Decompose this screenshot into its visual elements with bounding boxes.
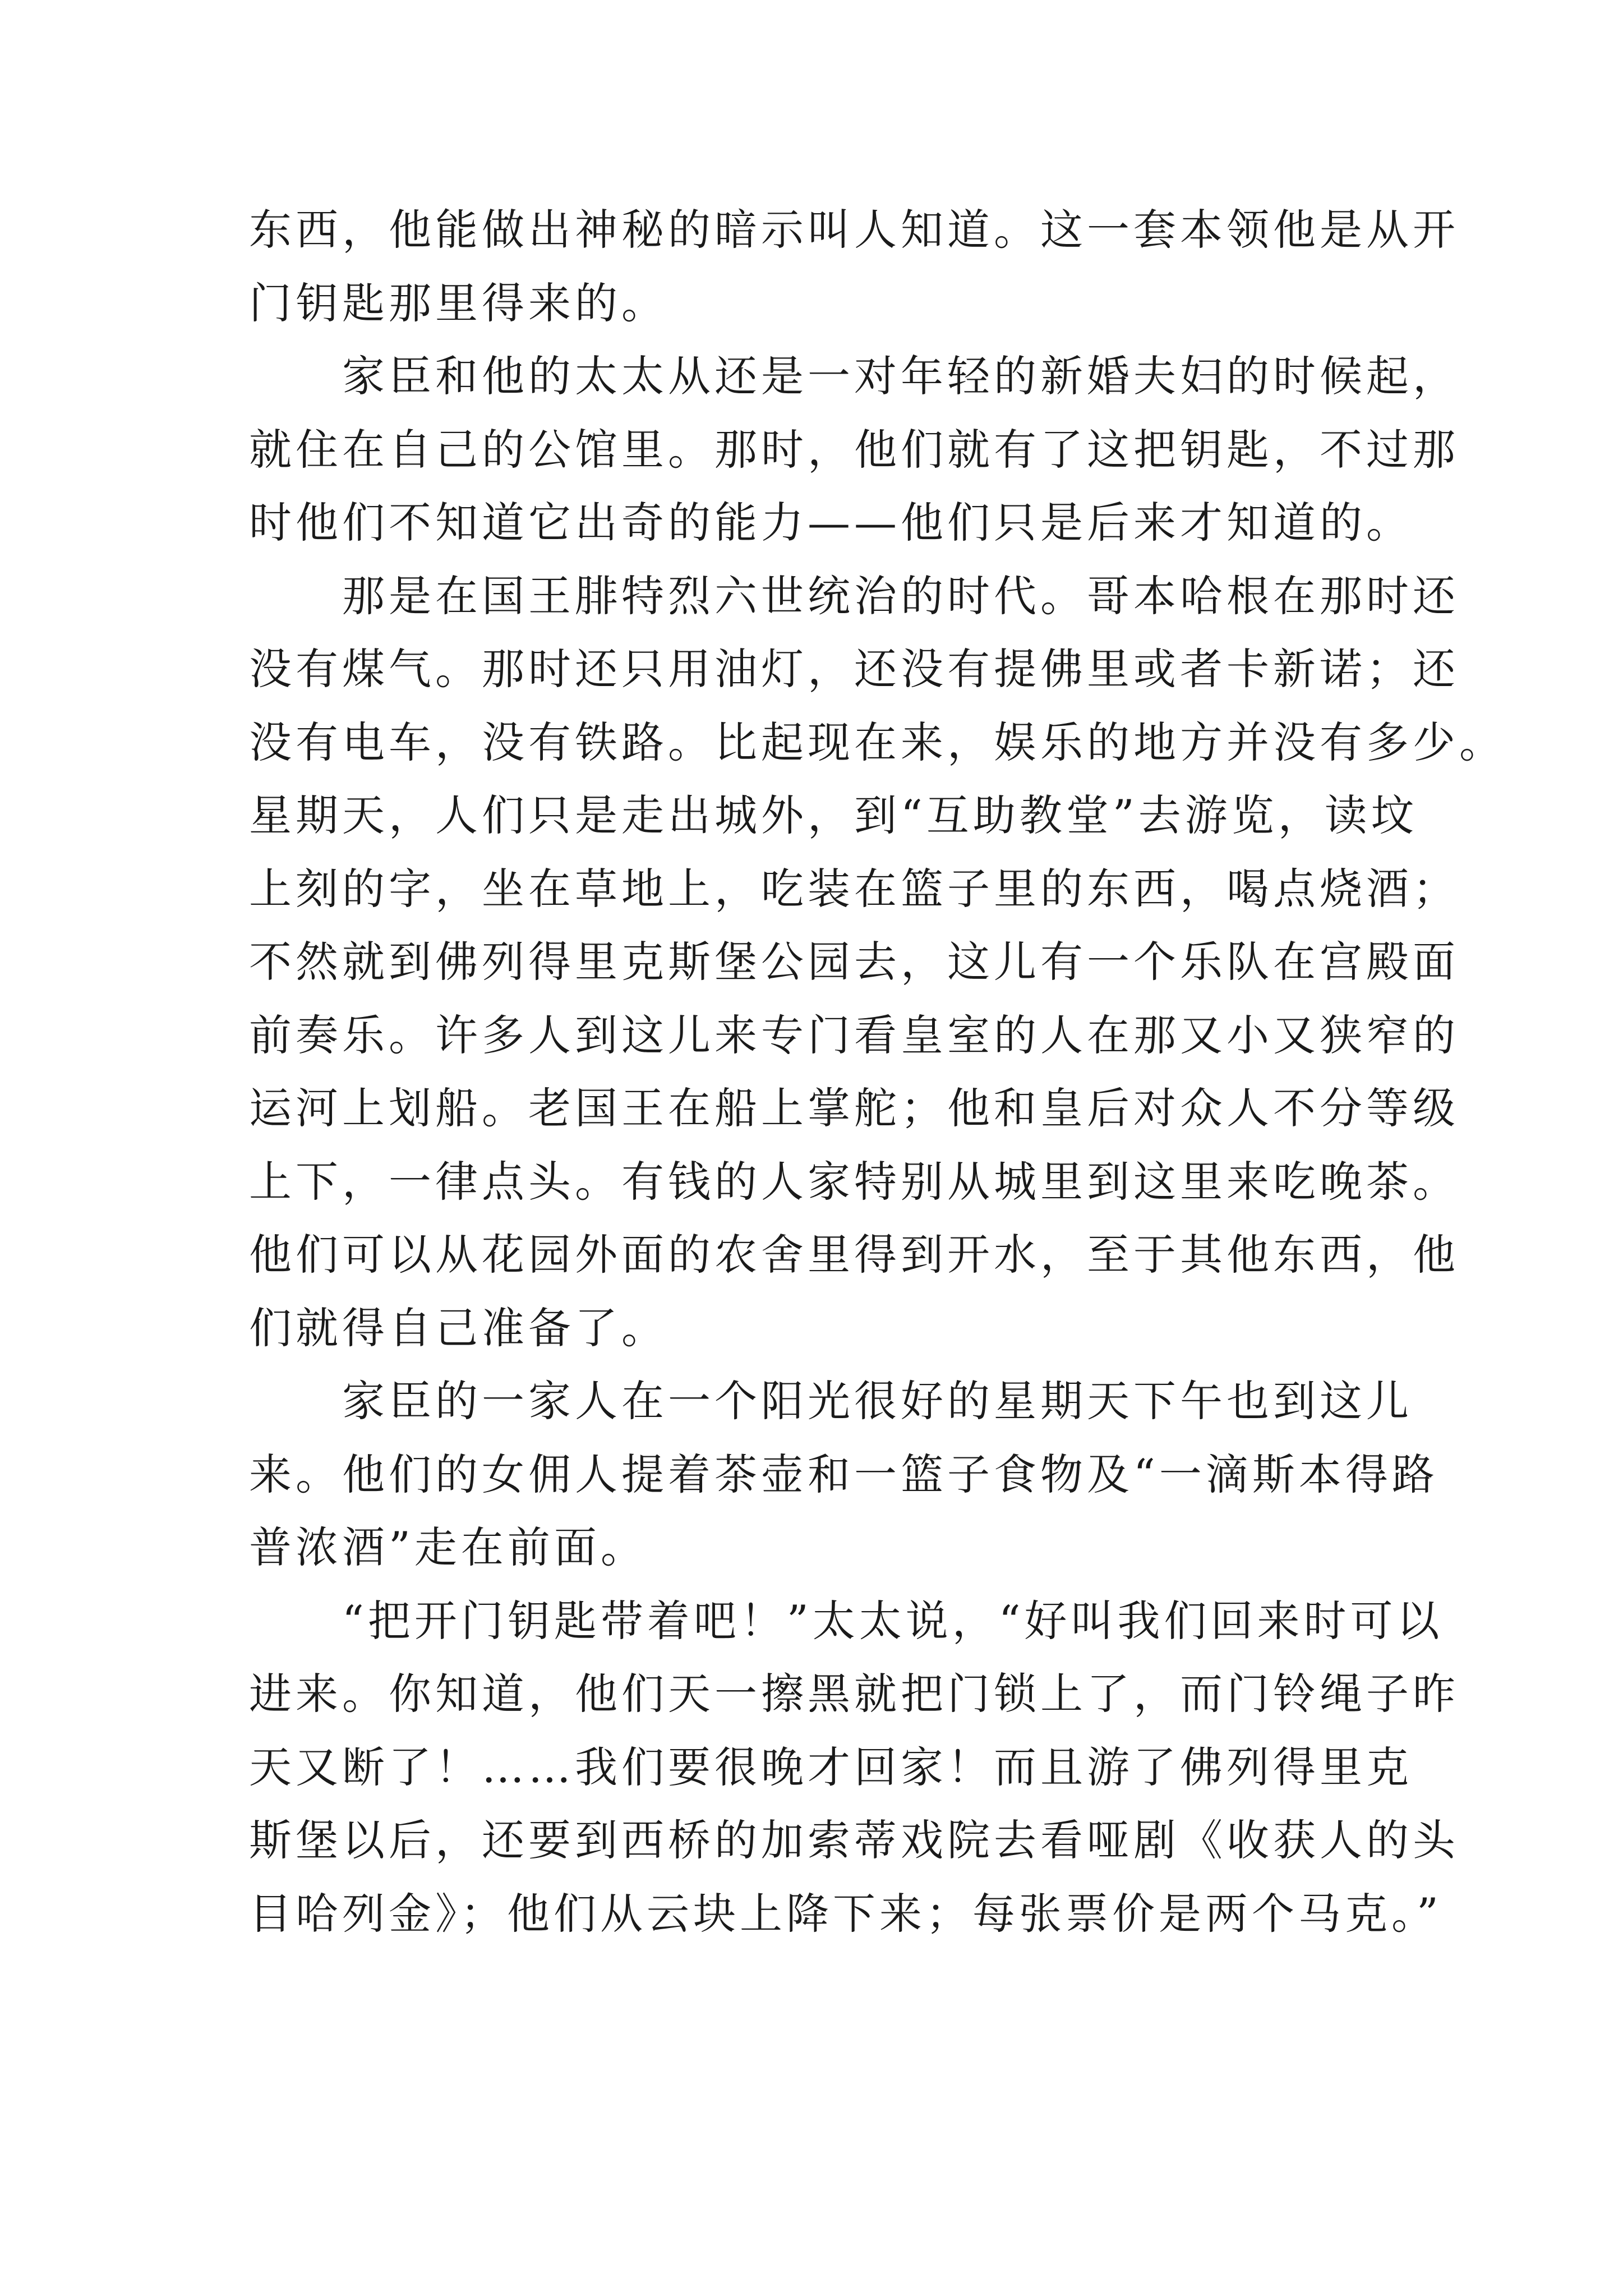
text-line: 时他们不知道它出奇的能力——他们只是后来才知道的。 — [249, 498, 1413, 547]
paragraph-5 — [249, 1585, 1459, 1951]
text-line: 斯堡以后，还要到西桥的加索蒂戏院去看哑剧《收获人的头 — [249, 1815, 1459, 1865]
text-line: 没有电车，没有铁路。比起现在来，娱乐的地方并没有多少。 — [249, 717, 1506, 767]
text-line: 他们可以从花园外面的农舍里得到开水，至于其他东西，他 — [249, 1230, 1459, 1280]
text-line: 门钥匙那里得来的。 — [249, 278, 668, 328]
paragraph-3 — [249, 560, 1506, 1365]
paragraph-1 — [249, 194, 1459, 340]
text-line: 那是在国王腓特烈六世统治的时代。哥本哈根在那时还 — [342, 570, 1459, 621]
paragraph-2 — [249, 340, 1459, 560]
text-line: 就住在自己的公馆里。那时，他们就有了这把钥匙，不过那 — [249, 424, 1459, 475]
body-text — [249, 194, 1506, 1950]
text-line: 家臣和他的太太从还是一对年轻的新婚夫妇的时候起， — [342, 351, 1459, 401]
text-line: 天又断了！……我们要很晚才回家！而且游了佛列得里克 — [249, 1742, 1413, 1792]
text-line: 不然就到佛列得里克斯堡公园去，这儿有一个乐队在宫殿面 — [249, 937, 1459, 987]
text-line: 运河上划船。老国王在船上掌舵；他和皇后对众人不分等级 — [249, 1083, 1459, 1133]
text-line: “把开门钥匙带着吧！”太太说，“好叫我们回来时可以 — [342, 1595, 1444, 1646]
text-line: 来。他们的女佣人提着茶壶和一篮子食物及“一滴斯本得路 — [249, 1449, 1438, 1499]
text-line: 上下，一律点头。有钱的人家特别从城里到这里来吃晚茶。 — [249, 1156, 1459, 1207]
text-line: 进来。你知道，他们天一擦黑就把门锁上了，而门铃绳子昨 — [249, 1669, 1459, 1719]
text-line: 没有煤气。那时还只用油灯，还没有提佛里或者卡新诺；还 — [249, 644, 1459, 694]
text-line: 前奏乐。许多人到这儿来专门看皇室的人在那又小又狭窄的 — [249, 1010, 1459, 1060]
text-line: 目哈列金》；他们从云块上降下来；每张票价是两个马克。” — [249, 1888, 1442, 1939]
text-line: 们就得自己准备了。 — [249, 1303, 668, 1353]
text-line: 东西，他能做出神秘的暗示叫人知道。这一套本领他是从开 — [249, 205, 1459, 255]
text-line: 普浓酒”走在前面。 — [249, 1522, 647, 1572]
text-line: 上刻的字，坐在草地上，吃装在篮子里的东西，喝点烧酒； — [249, 863, 1459, 914]
text-line: 家臣的一家人在一个阳光很好的星期天下午也到这儿 — [342, 1376, 1413, 1426]
paragraph-4 — [249, 1365, 1438, 1585]
text-line: 星期天，人们只是走出城外，到“互助教堂”去游览，读坟 — [249, 790, 1418, 840]
